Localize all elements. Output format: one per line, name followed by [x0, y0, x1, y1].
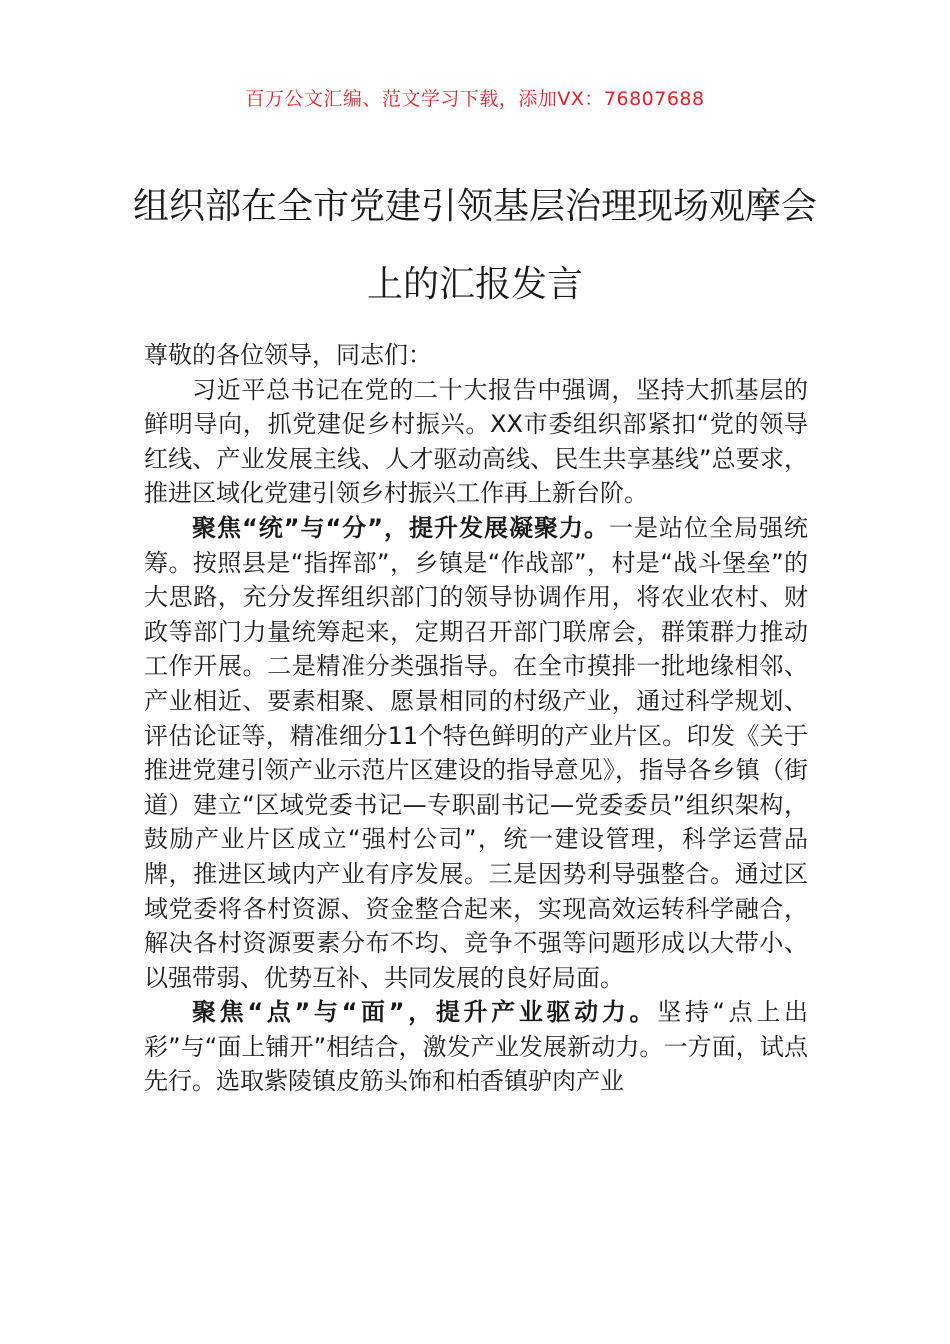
section-heading: 聚焦“点”与“面”，提升产业驱动力。: [192, 998, 658, 1027]
document-body: [144, 338, 808, 1099]
paragraph-intro: [144, 373, 808, 511]
paragraph-section-1: [144, 511, 808, 995]
document-title: 组织部在全市党建引领基层治理现场观摩会上的汇报发言: [132, 186, 817, 305]
section-heading: 聚焦“统”与“分”，提升发展凝聚力。: [192, 513, 610, 542]
header-watermark-note: 百万公文汇编、范文学习下载，添加VX：76807688: [245, 88, 705, 110]
paragraph-text: 习近平总书记在党的二十大报告中强调，坚持大抓基层的鲜明导向，抓党建促乡村振兴。XX市委组织部紧扣“党的领导红线、产业发展主线、人才驱动高线、民生共享基线”总要求，推进区域化党建引领乡村振兴工作再上新台阶。: [144, 375, 808, 508]
greeting: 尊敬的各位领导，同志们：: [144, 341, 432, 369]
paragraph-text: 一是站位全局强统筹。按照县是“指挥部”，乡镇是“作战部”，村是“战斗堡垒”的大思路，充分发挥组织部门的领导协调作用，将农业农村、财政等部门力量统筹起来，定期召开部门联席会，群策群力推动工作开展。二是精准分类强指导。在全市摸排一批地缘相邻、产业相近、要素相聚、愿景相同的村级产业，通过科学规划、评估论证等，精准细分11个特色鲜明的产业片区。印发《关于推进党建引领产业示范片区建设的指导意见》，指导各乡镇（街道）建立“区域党委书记—专职副书记—党委委员”组织架构，鼓励产业片区成立“强村公司”，统一建设管理，科学运营品牌，推进区域内产业有序发展。三是因势利导强整合。通过区域党委将各村资源、资金整合起来，实现高效运转科学融合，解决各村资源要素分布不均、竞争不强等问题形成以大带小、以强带弱、优势互补、共同发展的良好局面。: [144, 513, 809, 992]
paragraph-section-2: [144, 995, 808, 1099]
paragraph-text: 坚持“点上出彩”与“面上铺开”相结合，激发产业发展新动力。一方面，试点先行。选取紫陵镇皮筋头饰和柏香镇驴肉产业: [144, 998, 808, 1096]
